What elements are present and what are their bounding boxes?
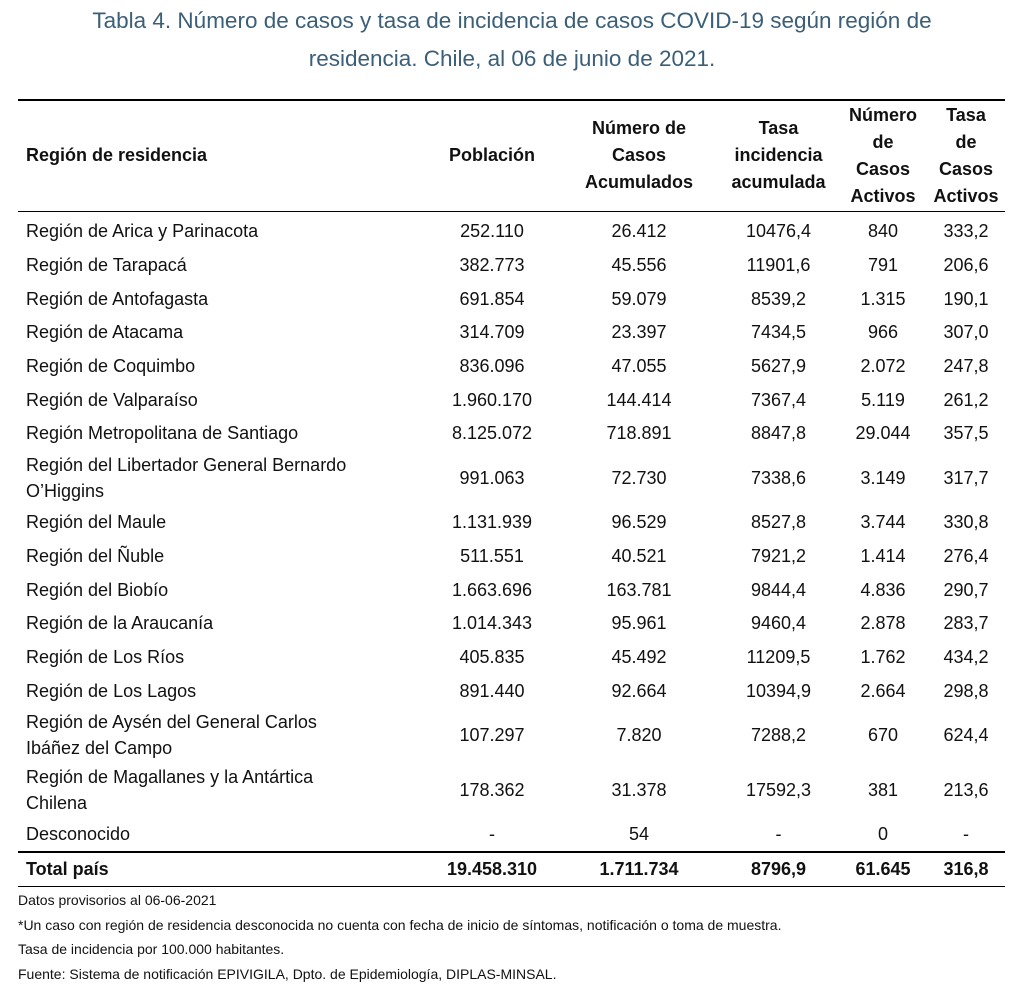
region-name-line: O’Higgins (26, 480, 105, 501)
cell-casos-activos: 670 (867, 724, 899, 745)
header-casos-activos: Número de Casos Activos (848, 104, 917, 206)
footnote: Datos provisorios al 06-06-2021 (18, 892, 217, 908)
cell-poblacion: 836.096 (459, 356, 525, 377)
cell-region (18, 282, 424, 316)
region-name-line: Región de Magallanes y la Antártica (26, 766, 314, 787)
cell-region (18, 349, 424, 383)
region-name-line: Región del Libertador General Bernardo (26, 454, 347, 475)
cell-casos-activos: 2.072 (860, 356, 906, 377)
cell-poblacion: 1.014.343 (451, 613, 533, 634)
region-name-line: Región de Aysén del General Carlos (26, 711, 317, 732)
cell-tasa-acumulada: 9844,4 (750, 579, 807, 600)
cell-casos-acumulados: 26.412 (611, 221, 667, 242)
cell-poblacion: 405.835 (459, 646, 525, 667)
cell-tasa-acumulada: 11901,6 (746, 255, 811, 276)
cell-casos-acumulados: 23.397 (611, 322, 667, 343)
cell-casos-acumulados: 95.961 (611, 613, 667, 634)
title-line-2: residencia. Chile, al 06 de junio de 2021. (308, 46, 716, 71)
table-row (18, 211, 1005, 248)
cell-tasa-activos: - (963, 824, 969, 845)
cell-tasa-acumulada: 7367,4 (750, 389, 807, 410)
cell-casos-acumulados: 96.529 (611, 512, 667, 533)
footnote: Tasa de incidencia por 100.000 habitantes. (18, 941, 285, 957)
cell-tasa-activos: 434,2 (943, 646, 989, 667)
cell-region (18, 450, 424, 505)
region-name-line: Región de Valparaíso (26, 389, 198, 410)
region-name-line: Región de Los Lagos (26, 680, 197, 701)
cell-casos-activos: 4.836 (860, 579, 906, 600)
cell-casos-activos: 966 (867, 322, 899, 343)
cell-poblacion: 178.362 (459, 779, 525, 800)
table-row (18, 539, 1005, 573)
cell-tasa-acumulada: 7288,2 (750, 724, 807, 745)
cell-region (18, 674, 424, 708)
cell-tasa-activos: 276,4 (943, 545, 989, 566)
header-region: Región de residencia (26, 145, 208, 166)
cell-tasa-activos: 206,6 (943, 255, 989, 276)
cell-poblacion: 1.131.939 (451, 512, 533, 533)
cell-casos-activos: 1.414 (860, 545, 906, 566)
region-name-line: Desconocido (26, 824, 131, 845)
footnotes (18, 888, 1018, 986)
cell-tasa-activos: 330,8 (943, 512, 989, 533)
cell-region (18, 316, 424, 350)
cell-casos-acumulados: 163.781 (606, 579, 672, 600)
cell-region (18, 211, 424, 248)
cell-tasa-acumulada: 8539,2 (750, 288, 807, 309)
cell-tasa-acumulada: 10394,9 (745, 680, 812, 701)
table-row (18, 383, 1005, 417)
cell-casos-acumulados: 47.055 (611, 356, 667, 377)
table-row (18, 450, 1005, 505)
cell-region (18, 817, 424, 852)
table-row (18, 282, 1005, 316)
table-title (0, 2, 1024, 78)
table-row (18, 762, 1005, 817)
cell-region (18, 539, 424, 573)
cell-tasa-acumulada: 17592,3 (745, 779, 812, 800)
cell-casos-activos: 1.762 (860, 646, 906, 667)
cell-tasa-activos: 247,8 (943, 356, 989, 377)
cell-poblacion: 991.063 (459, 467, 525, 488)
cell-region (18, 573, 424, 607)
cell-casos-acumulados: 92.664 (611, 680, 667, 701)
region-name-line: Región Metropolitana de Santiago (26, 423, 299, 444)
total-tasa-activos: 316,8 (943, 859, 989, 880)
table-row (18, 349, 1005, 383)
table-row (18, 505, 1005, 539)
cell-poblacion: 891.440 (459, 680, 525, 701)
cell-casos-acumulados: 54 (628, 824, 650, 845)
total-row (18, 852, 1005, 887)
cell-casos-activos: 0 (877, 824, 888, 845)
total-region: Total país (26, 859, 109, 880)
cell-tasa-acumulada: 8847,8 (750, 423, 807, 444)
region-name-line: Región del Maule (26, 512, 167, 533)
cell-region (18, 505, 424, 539)
cell-tasa-acumulada: 5627,9 (750, 356, 807, 377)
cell-casos-acumulados: 59.079 (611, 288, 667, 309)
table-row (18, 674, 1005, 708)
cell-tasa-activos: 290,7 (943, 579, 989, 600)
table-row (18, 248, 1005, 282)
total-poblacion: 19.458.310 (446, 859, 538, 880)
header-tasa-activos: Tasa de Casos Activos (933, 104, 999, 206)
cell-poblacion: 8.125.072 (451, 423, 533, 444)
header-tasa-acumulada: Tasa incidencia acumulada (731, 118, 826, 193)
cell-poblacion: 107.297 (459, 724, 525, 745)
cell-tasa-activos: 307,0 (943, 322, 989, 343)
cell-casos-activos: 29.044 (855, 423, 911, 444)
cell-region (18, 248, 424, 282)
cell-poblacion: 1.663.696 (451, 579, 533, 600)
table-row (18, 817, 1005, 852)
cell-casos-activos: 1.315 (860, 288, 906, 309)
cell-poblacion: - (489, 824, 495, 845)
table-row (18, 417, 1005, 451)
region-name-line: Región de Antofagasta (26, 288, 209, 309)
cell-casos-acumulados: 718.891 (606, 423, 672, 444)
region-name-line: Región de Tarapacá (26, 255, 187, 276)
cell-tasa-acumulada: 7921,2 (750, 545, 807, 566)
total-tasa-acumulada: 8796,9 (750, 859, 807, 880)
table-row (18, 573, 1005, 607)
table-row (18, 316, 1005, 350)
cell-region (18, 762, 424, 817)
cell-poblacion: 314.709 (459, 322, 525, 343)
footnote: Fuente: Sistema de notificación EPIVIGILA, Dpto. de Epidemiología, DIPLAS-MINSAL. (18, 965, 557, 982)
cell-casos-activos: 5.119 (861, 389, 905, 410)
cell-tasa-activos: 333,2 (943, 221, 989, 242)
cell-casos-acumulados: 31.378 (611, 779, 667, 800)
cell-casos-acumulados: 45.492 (611, 646, 667, 667)
total-casos-activos: 61.645 (855, 859, 911, 880)
cell-casos-acumulados: 45.556 (611, 255, 667, 276)
cell-region (18, 417, 424, 451)
title-line-1: Tabla 4. Número de casos y tasa de incidencia de casos COVID-19 según región de (92, 8, 932, 33)
cell-casos-activos: 381 (867, 779, 899, 800)
cell-tasa-activos: 298,8 (943, 680, 989, 701)
cell-tasa-activos: 317,7 (943, 467, 989, 488)
header-poblacion: Población (448, 145, 535, 166)
cell-region (18, 606, 424, 640)
cell-casos-activos: 2.878 (860, 613, 906, 634)
table-row (18, 606, 1005, 640)
cell-poblacion: 511.551 (460, 545, 524, 566)
header-casos-acumulados: Número de Casos Acumulados (584, 118, 694, 193)
cell-casos-activos: 3.744 (860, 512, 906, 533)
total-casos-acumulados: 1.711.734 (599, 859, 679, 880)
covid-cases-table (18, 99, 1005, 887)
cell-region (18, 383, 424, 417)
cell-tasa-acumulada: - (775, 824, 782, 845)
region-name-line: Región de Arica y Parinacota (26, 221, 259, 242)
region-name-line: Región del Ñuble (26, 545, 165, 566)
cell-region (18, 640, 424, 674)
table-row (18, 640, 1005, 674)
region-name-line: Región de la Araucanía (26, 613, 214, 634)
table-header (18, 100, 1005, 211)
region-name-line: Región de Coquimbo (26, 356, 196, 377)
cell-casos-activos: 791 (867, 255, 899, 276)
cell-tasa-activos: 357,5 (943, 423, 989, 444)
cell-casos-activos: 3.149 (860, 467, 906, 488)
footnote: *Un caso con región de residencia desconocida no cuenta con fecha de inicio de síntomas, notificación o toma de muestra. (18, 916, 782, 933)
table-row (18, 707, 1005, 762)
cell-tasa-activos: 213,6 (943, 779, 989, 800)
region-name-line: Chilena (26, 792, 88, 813)
cell-tasa-activos: 261,2 (943, 389, 989, 410)
table-body (18, 211, 1005, 852)
region-name-line: Región de Los Ríos (26, 646, 185, 667)
cell-tasa-activos: 283,7 (943, 613, 989, 634)
region-name-line: Región de Atacama (26, 322, 184, 343)
cell-tasa-acumulada: 7434,5 (750, 322, 807, 343)
cell-tasa-acumulada: 8527,8 (750, 512, 807, 533)
cell-poblacion: 1.960.170 (451, 389, 533, 410)
table-footer (18, 852, 1005, 887)
cell-tasa-activos: 624,4 (943, 724, 989, 745)
cell-casos-activos: 2.664 (860, 680, 906, 701)
cell-tasa-acumulada: 10476,4 (745, 221, 812, 242)
cell-tasa-activos: 190,1 (943, 288, 989, 309)
cell-casos-acumulados: 72.730 (611, 467, 667, 488)
region-name-line: Región del Biobío (26, 579, 169, 600)
cell-casos-activos: 840 (867, 221, 899, 242)
cell-tasa-acumulada: 9460,4 (750, 613, 807, 634)
cell-casos-acumulados: 40.521 (611, 545, 667, 566)
cell-tasa-acumulada: 11209,5 (746, 646, 811, 667)
cell-region (18, 707, 424, 762)
cell-casos-acumulados: 144.414 (606, 389, 672, 410)
cell-poblacion: 382.773 (459, 255, 525, 276)
cell-tasa-acumulada: 7338,6 (750, 467, 807, 488)
region-name-line: Ibáñez del Campo (26, 737, 173, 758)
cell-casos-acumulados: 7.820 (616, 724, 662, 745)
cell-poblacion: 252.110 (460, 221, 524, 242)
cell-poblacion: 691.854 (459, 288, 525, 309)
